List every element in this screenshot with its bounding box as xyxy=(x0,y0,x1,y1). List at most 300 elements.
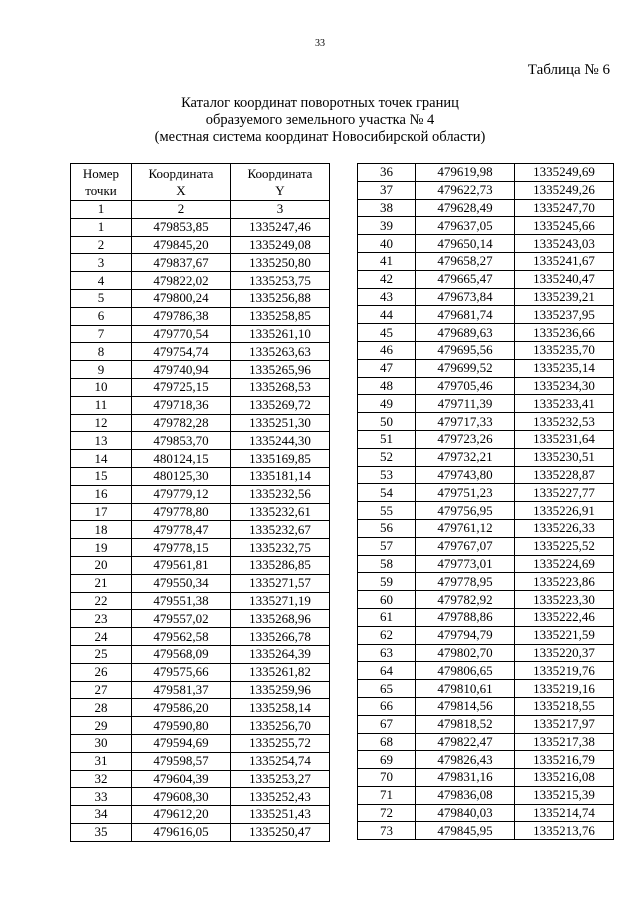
point-number-cell: 26 xyxy=(71,663,132,681)
coordinate-x-cell: 479628,49 xyxy=(416,199,515,217)
point-number-cell: 66 xyxy=(358,697,416,715)
coordinate-x-cell: 479681,74 xyxy=(416,306,515,324)
coordinate-y-cell: 1335240,47 xyxy=(515,270,614,288)
table-row xyxy=(71,592,330,610)
coordinate-y-cell: 1335213,76 xyxy=(515,822,614,840)
table-row xyxy=(71,663,330,681)
coordinate-y-cell: 1335217,38 xyxy=(515,733,614,751)
point-number-cell: 64 xyxy=(358,662,416,680)
coordinate-x-cell: 479637,05 xyxy=(416,217,515,235)
table-caption xyxy=(0,95,640,146)
coordinate-y-cell: 1335219,16 xyxy=(515,680,614,698)
point-number-cell: 65 xyxy=(358,680,416,698)
coordinate-x-cell: 479782,92 xyxy=(416,591,515,609)
point-number-cell: 13 xyxy=(71,432,132,450)
table-row xyxy=(71,414,330,432)
coordinate-y-cell: 1335261,10 xyxy=(231,325,330,343)
header-row xyxy=(71,164,330,201)
coordinate-x-cell: 479767,07 xyxy=(416,537,515,555)
point-number-cell: 57 xyxy=(358,537,416,555)
table-row xyxy=(358,270,614,288)
coordinate-x-cell: 479581,37 xyxy=(132,681,231,699)
coordinate-x-cell: 479837,67 xyxy=(132,254,231,272)
point-number-cell: 53 xyxy=(358,466,416,484)
point-number-cell: 16 xyxy=(71,485,132,503)
point-number-cell: 54 xyxy=(358,484,416,502)
point-number-cell: 27 xyxy=(71,681,132,699)
coordinate-y-cell: 1335235,14 xyxy=(515,359,614,377)
coordinate-y-cell: 1335227,77 xyxy=(515,484,614,502)
coordinate-x-cell: 479562,58 xyxy=(132,628,231,646)
point-number-cell: 18 xyxy=(71,521,132,539)
table-row xyxy=(358,786,614,804)
coordinate-x-cell: 479778,15 xyxy=(132,539,231,557)
coordinate-y-cell: 1335249,08 xyxy=(231,236,330,254)
point-number-cell: 73 xyxy=(358,822,416,840)
table-row xyxy=(358,199,614,217)
point-number-cell: 72 xyxy=(358,804,416,822)
point-number-cell: 12 xyxy=(71,414,132,432)
table-row xyxy=(71,272,330,290)
point-number-cell: 39 xyxy=(358,217,416,235)
coordinate-x-cell: 479756,95 xyxy=(416,502,515,520)
table-row xyxy=(358,502,614,520)
coordinate-x-cell: 479770,54 xyxy=(132,325,231,343)
coordinate-y-cell: 1335255,72 xyxy=(231,734,330,752)
coordinate-x-cell: 479845,20 xyxy=(132,236,231,254)
coordinate-y-cell: 1335268,96 xyxy=(231,610,330,628)
point-number-cell: 68 xyxy=(358,733,416,751)
coordinate-y-cell: 1335254,74 xyxy=(231,752,330,770)
table-row xyxy=(71,645,330,663)
coordinate-x-cell: 479723,26 xyxy=(416,430,515,448)
header-coordinate-y: Координата Y xyxy=(231,164,330,201)
caption-line: (местная система координат Новосибирской области) xyxy=(154,129,486,145)
point-number-cell: 63 xyxy=(358,644,416,662)
coordinate-y-cell: 1335214,74 xyxy=(515,804,614,822)
table-row xyxy=(358,662,614,680)
coordinate-y-cell: 1335251,30 xyxy=(231,414,330,432)
table-row xyxy=(71,628,330,646)
coordinate-y-cell: 1335244,30 xyxy=(231,432,330,450)
table-row xyxy=(71,361,330,379)
table-row xyxy=(71,218,330,236)
coordinate-y-cell: 1335222,46 xyxy=(515,608,614,626)
coordinate-x-cell: 479754,74 xyxy=(132,343,231,361)
table-row xyxy=(71,503,330,521)
point-number-cell: 29 xyxy=(71,717,132,735)
point-number-cell: 10 xyxy=(71,378,132,396)
coordinate-y-cell: 1335256,88 xyxy=(231,289,330,307)
coordinate-y-cell: 1335286,85 xyxy=(231,556,330,574)
table-row xyxy=(71,432,330,450)
coordinate-x-cell: 479802,70 xyxy=(416,644,515,662)
coordinate-x-cell: 479788,86 xyxy=(416,608,515,626)
coordinates-table-left xyxy=(70,163,330,842)
coordinate-x-cell: 479826,43 xyxy=(416,751,515,769)
table-row xyxy=(358,377,614,395)
coordinate-x-cell: 479782,28 xyxy=(132,414,231,432)
coordinate-x-cell: 479619,98 xyxy=(416,164,515,182)
coordinate-x-cell: 479778,47 xyxy=(132,521,231,539)
coordinate-x-cell: 479831,16 xyxy=(416,769,515,787)
point-number-cell: 35 xyxy=(71,823,132,841)
coordinate-y-cell: 1335268,53 xyxy=(231,378,330,396)
point-number-cell: 52 xyxy=(358,448,416,466)
table-row xyxy=(71,289,330,307)
point-number-cell: 21 xyxy=(71,574,132,592)
table-row xyxy=(358,359,614,377)
header-index-row xyxy=(71,201,330,219)
table-row xyxy=(358,217,614,235)
coordinate-y-cell: 1335215,39 xyxy=(515,786,614,804)
coordinate-x-cell: 479658,27 xyxy=(416,252,515,270)
point-number-cell: 45 xyxy=(358,324,416,342)
coordinate-y-cell: 1335225,52 xyxy=(515,537,614,555)
point-number-cell: 30 xyxy=(71,734,132,752)
point-number-cell: 40 xyxy=(358,235,416,253)
point-number-cell: 32 xyxy=(71,770,132,788)
coordinate-x-cell: 479818,52 xyxy=(416,715,515,733)
coordinate-y-cell: 1335252,43 xyxy=(231,788,330,806)
table-row xyxy=(358,644,614,662)
coordinate-x-cell: 479650,14 xyxy=(416,235,515,253)
point-number-cell: 37 xyxy=(358,181,416,199)
coordinate-x-cell: 479845,95 xyxy=(416,822,515,840)
point-number-cell: 14 xyxy=(71,450,132,468)
table-row xyxy=(71,823,330,841)
coordinate-x-cell: 479761,12 xyxy=(416,519,515,537)
table-row xyxy=(358,466,614,484)
caption-line: Каталог координат поворотных точек границ xyxy=(181,95,459,111)
table-row xyxy=(71,574,330,592)
coordinate-x-cell: 479836,08 xyxy=(416,786,515,804)
table-row xyxy=(358,626,614,644)
point-number-cell: 22 xyxy=(71,592,132,610)
table-body-left xyxy=(71,218,330,841)
coordinate-x-cell: 479717,33 xyxy=(416,413,515,431)
point-number-cell: 7 xyxy=(71,325,132,343)
coordinate-x-cell: 479557,02 xyxy=(132,610,231,628)
point-number-cell: 34 xyxy=(71,806,132,824)
point-number-cell: 67 xyxy=(358,715,416,733)
coordinate-x-cell: 479778,95 xyxy=(416,573,515,591)
coordinate-x-cell: 479689,63 xyxy=(416,324,515,342)
coordinate-y-cell: 1335250,47 xyxy=(231,823,330,841)
point-number-cell: 47 xyxy=(358,359,416,377)
point-number-cell: 42 xyxy=(358,270,416,288)
coordinate-x-cell: 479810,61 xyxy=(416,680,515,698)
coordinate-x-cell: 479732,21 xyxy=(416,448,515,466)
point-number-cell: 62 xyxy=(358,626,416,644)
coordinate-x-cell: 479806,65 xyxy=(416,662,515,680)
coordinate-x-cell: 479778,80 xyxy=(132,503,231,521)
table-row xyxy=(358,181,614,199)
point-number-cell: 70 xyxy=(358,769,416,787)
point-number-cell: 49 xyxy=(358,395,416,413)
coordinate-y-cell: 1335218,55 xyxy=(515,697,614,715)
table-row xyxy=(71,325,330,343)
coordinate-x-cell: 479665,47 xyxy=(416,270,515,288)
coordinate-y-cell: 1335249,26 xyxy=(515,181,614,199)
table-row xyxy=(71,699,330,717)
point-number-cell: 46 xyxy=(358,341,416,359)
coordinate-y-cell: 1335223,86 xyxy=(515,573,614,591)
coordinate-x-cell: 479695,56 xyxy=(416,341,515,359)
coordinate-y-cell: 1335258,14 xyxy=(231,699,330,717)
table-row xyxy=(71,788,330,806)
coordinate-x-cell: 479779,12 xyxy=(132,485,231,503)
coordinate-y-cell: 1335232,53 xyxy=(515,413,614,431)
point-number-cell: 25 xyxy=(71,645,132,663)
table-row xyxy=(358,751,614,769)
page-number: 33 xyxy=(315,38,325,49)
coordinate-x-cell: 479550,34 xyxy=(132,574,231,592)
table-row xyxy=(71,467,330,485)
point-number-cell: 3 xyxy=(71,254,132,272)
point-number-cell: 5 xyxy=(71,289,132,307)
coordinate-x-cell: 479568,09 xyxy=(132,645,231,663)
coordinate-x-cell: 479598,57 xyxy=(132,752,231,770)
coordinate-y-cell: 1335216,79 xyxy=(515,751,614,769)
header-index-cell: 3 xyxy=(231,201,330,219)
coordinate-y-cell: 1335253,27 xyxy=(231,770,330,788)
coordinate-x-cell: 479786,38 xyxy=(132,307,231,325)
point-number-cell: 41 xyxy=(358,252,416,270)
table-row xyxy=(358,252,614,270)
point-number-cell: 2 xyxy=(71,236,132,254)
coordinate-x-cell: 479616,05 xyxy=(132,823,231,841)
coordinate-y-cell: 1335265,96 xyxy=(231,361,330,379)
coordinate-x-cell: 479699,52 xyxy=(416,359,515,377)
table-row xyxy=(71,610,330,628)
point-number-cell: 19 xyxy=(71,539,132,557)
coordinate-y-cell: 1335269,72 xyxy=(231,396,330,414)
point-number-cell: 6 xyxy=(71,307,132,325)
coordinate-x-cell: 479822,02 xyxy=(132,272,231,290)
coordinate-y-cell: 1335247,70 xyxy=(515,199,614,217)
point-number-cell: 61 xyxy=(358,608,416,626)
coordinate-x-cell: 479561,81 xyxy=(132,556,231,574)
table-row xyxy=(71,717,330,735)
table-row xyxy=(358,608,614,626)
point-number-cell: 48 xyxy=(358,377,416,395)
table-row xyxy=(71,254,330,272)
coordinate-x-cell: 480125,30 xyxy=(132,467,231,485)
point-number-cell: 17 xyxy=(71,503,132,521)
header-index-cell: 2 xyxy=(132,201,231,219)
coordinate-x-cell: 479740,94 xyxy=(132,361,231,379)
point-number-cell: 59 xyxy=(358,573,416,591)
coordinate-y-cell: 1335230,51 xyxy=(515,448,614,466)
table-label: Таблица № 6 xyxy=(527,62,610,78)
point-number-cell: 20 xyxy=(71,556,132,574)
coordinate-y-cell: 1335216,08 xyxy=(515,769,614,787)
coordinate-y-cell: 1335241,67 xyxy=(515,252,614,270)
table-row xyxy=(71,450,330,468)
table-row xyxy=(71,343,330,361)
coordinate-x-cell: 479794,79 xyxy=(416,626,515,644)
coordinate-x-cell: 479718,36 xyxy=(132,396,231,414)
coordinates-table-right xyxy=(357,163,614,840)
table-row xyxy=(358,430,614,448)
coordinate-x-cell: 479622,73 xyxy=(416,181,515,199)
coordinate-x-cell: 479594,69 xyxy=(132,734,231,752)
point-number-cell: 15 xyxy=(71,467,132,485)
coordinate-y-cell: 1335251,43 xyxy=(231,806,330,824)
coordinate-y-cell: 1335232,67 xyxy=(231,521,330,539)
header-index-cell: 1 xyxy=(71,201,132,219)
point-number-cell: 1 xyxy=(71,218,132,236)
table-row xyxy=(71,539,330,557)
coordinate-x-cell: 479751,23 xyxy=(416,484,515,502)
point-number-cell: 58 xyxy=(358,555,416,573)
coordinate-y-cell: 1335231,64 xyxy=(515,430,614,448)
point-number-cell: 69 xyxy=(358,751,416,769)
table-row xyxy=(358,697,614,715)
coordinate-x-cell: 479575,66 xyxy=(132,663,231,681)
coordinate-y-cell: 1335253,75 xyxy=(231,272,330,290)
point-number-cell: 51 xyxy=(358,430,416,448)
coordinate-x-cell: 479586,20 xyxy=(132,699,231,717)
coordinate-y-cell: 1335271,57 xyxy=(231,574,330,592)
table-row xyxy=(358,448,614,466)
point-number-cell: 9 xyxy=(71,361,132,379)
point-number-cell: 55 xyxy=(358,502,416,520)
coordinate-y-cell: 1335271,19 xyxy=(231,592,330,610)
point-number-cell: 23 xyxy=(71,610,132,628)
point-number-cell: 71 xyxy=(358,786,416,804)
table-row xyxy=(358,341,614,359)
table-row xyxy=(358,715,614,733)
point-number-cell: 11 xyxy=(71,396,132,414)
table-row xyxy=(358,804,614,822)
coordinate-x-cell: 479590,80 xyxy=(132,717,231,735)
table-row xyxy=(358,555,614,573)
coordinate-y-cell: 1335259,96 xyxy=(231,681,330,699)
table-row xyxy=(71,770,330,788)
table-row xyxy=(358,519,614,537)
coordinate-y-cell: 1335219,76 xyxy=(515,662,614,680)
table-row xyxy=(358,413,614,431)
header-point-number: Номер точки xyxy=(71,164,132,201)
table-row xyxy=(358,306,614,324)
point-number-cell: 33 xyxy=(71,788,132,806)
coordinate-y-cell: 1335243,03 xyxy=(515,235,614,253)
coordinate-x-cell: 479705,46 xyxy=(416,377,515,395)
table-row xyxy=(358,537,614,555)
coordinate-x-cell: 479551,38 xyxy=(132,592,231,610)
coordinate-x-cell: 479814,56 xyxy=(416,697,515,715)
coordinate-y-cell: 1335169,85 xyxy=(231,450,330,468)
table-row xyxy=(358,733,614,751)
table-row xyxy=(71,396,330,414)
coordinate-y-cell: 1335228,87 xyxy=(515,466,614,484)
table-row xyxy=(358,235,614,253)
coordinate-y-cell: 1335232,61 xyxy=(231,503,330,521)
table-row xyxy=(71,521,330,539)
coordinate-y-cell: 1335232,75 xyxy=(231,539,330,557)
coordinate-x-cell: 479840,03 xyxy=(416,804,515,822)
coordinate-x-cell: 479612,20 xyxy=(132,806,231,824)
coordinate-x-cell: 479711,39 xyxy=(416,395,515,413)
coordinate-x-cell: 479743,80 xyxy=(416,466,515,484)
table-row xyxy=(71,556,330,574)
coordinate-y-cell: 1335220,37 xyxy=(515,644,614,662)
table-row xyxy=(71,752,330,770)
coordinate-y-cell: 1335247,46 xyxy=(231,218,330,236)
coordinate-y-cell: 1335226,91 xyxy=(515,502,614,520)
coordinate-x-cell: 479725,15 xyxy=(132,378,231,396)
coordinate-y-cell: 1335258,85 xyxy=(231,307,330,325)
table-row xyxy=(358,591,614,609)
table-row xyxy=(71,806,330,824)
coordinate-y-cell: 1335239,21 xyxy=(515,288,614,306)
coordinate-x-cell: 479773,01 xyxy=(416,555,515,573)
coordinate-x-cell: 479822,47 xyxy=(416,733,515,751)
coordinate-y-cell: 1335237,95 xyxy=(515,306,614,324)
point-number-cell: 31 xyxy=(71,752,132,770)
point-number-cell: 4 xyxy=(71,272,132,290)
coordinate-x-cell: 479800,24 xyxy=(132,289,231,307)
table-row xyxy=(358,769,614,787)
table-row xyxy=(71,485,330,503)
table-row xyxy=(358,484,614,502)
coordinate-y-cell: 1335226,33 xyxy=(515,519,614,537)
point-number-cell: 43 xyxy=(358,288,416,306)
coordinate-y-cell: 1335236,66 xyxy=(515,324,614,342)
coordinate-y-cell: 1335266,78 xyxy=(231,628,330,646)
coordinate-y-cell: 1335249,69 xyxy=(515,164,614,182)
header-coordinate-x: Координата X xyxy=(132,164,231,201)
coordinate-y-cell: 1335263,63 xyxy=(231,343,330,361)
point-number-cell: 36 xyxy=(358,164,416,182)
point-number-cell: 38 xyxy=(358,199,416,217)
point-number-cell: 50 xyxy=(358,413,416,431)
point-number-cell: 8 xyxy=(71,343,132,361)
coordinate-x-cell: 479673,84 xyxy=(416,288,515,306)
point-number-cell: 60 xyxy=(358,591,416,609)
coordinate-y-cell: 1335217,97 xyxy=(515,715,614,733)
coordinate-y-cell: 1335235,70 xyxy=(515,341,614,359)
coordinate-y-cell: 1335221,59 xyxy=(515,626,614,644)
table-row xyxy=(358,324,614,342)
coordinate-y-cell: 1335223,30 xyxy=(515,591,614,609)
coordinate-y-cell: 1335234,30 xyxy=(515,377,614,395)
coordinate-y-cell: 1335232,56 xyxy=(231,485,330,503)
table-row xyxy=(71,236,330,254)
coordinate-y-cell: 1335181,14 xyxy=(231,467,330,485)
coordinate-y-cell: 1335261,82 xyxy=(231,663,330,681)
coordinate-y-cell: 1335264,39 xyxy=(231,645,330,663)
table-row xyxy=(358,680,614,698)
table-row xyxy=(71,378,330,396)
table-row xyxy=(71,681,330,699)
table-row xyxy=(71,307,330,325)
table-row xyxy=(358,288,614,306)
table-row xyxy=(71,734,330,752)
coordinate-y-cell: 1335224,69 xyxy=(515,555,614,573)
table-row xyxy=(358,573,614,591)
coordinate-x-cell: 479604,39 xyxy=(132,770,231,788)
coordinate-y-cell: 1335256,70 xyxy=(231,717,330,735)
coordinate-y-cell: 1335233,41 xyxy=(515,395,614,413)
point-number-cell: 44 xyxy=(358,306,416,324)
coordinate-x-cell: 479853,85 xyxy=(132,218,231,236)
coordinate-y-cell: 1335250,80 xyxy=(231,254,330,272)
table-row xyxy=(358,822,614,840)
table-body-right xyxy=(358,164,614,840)
